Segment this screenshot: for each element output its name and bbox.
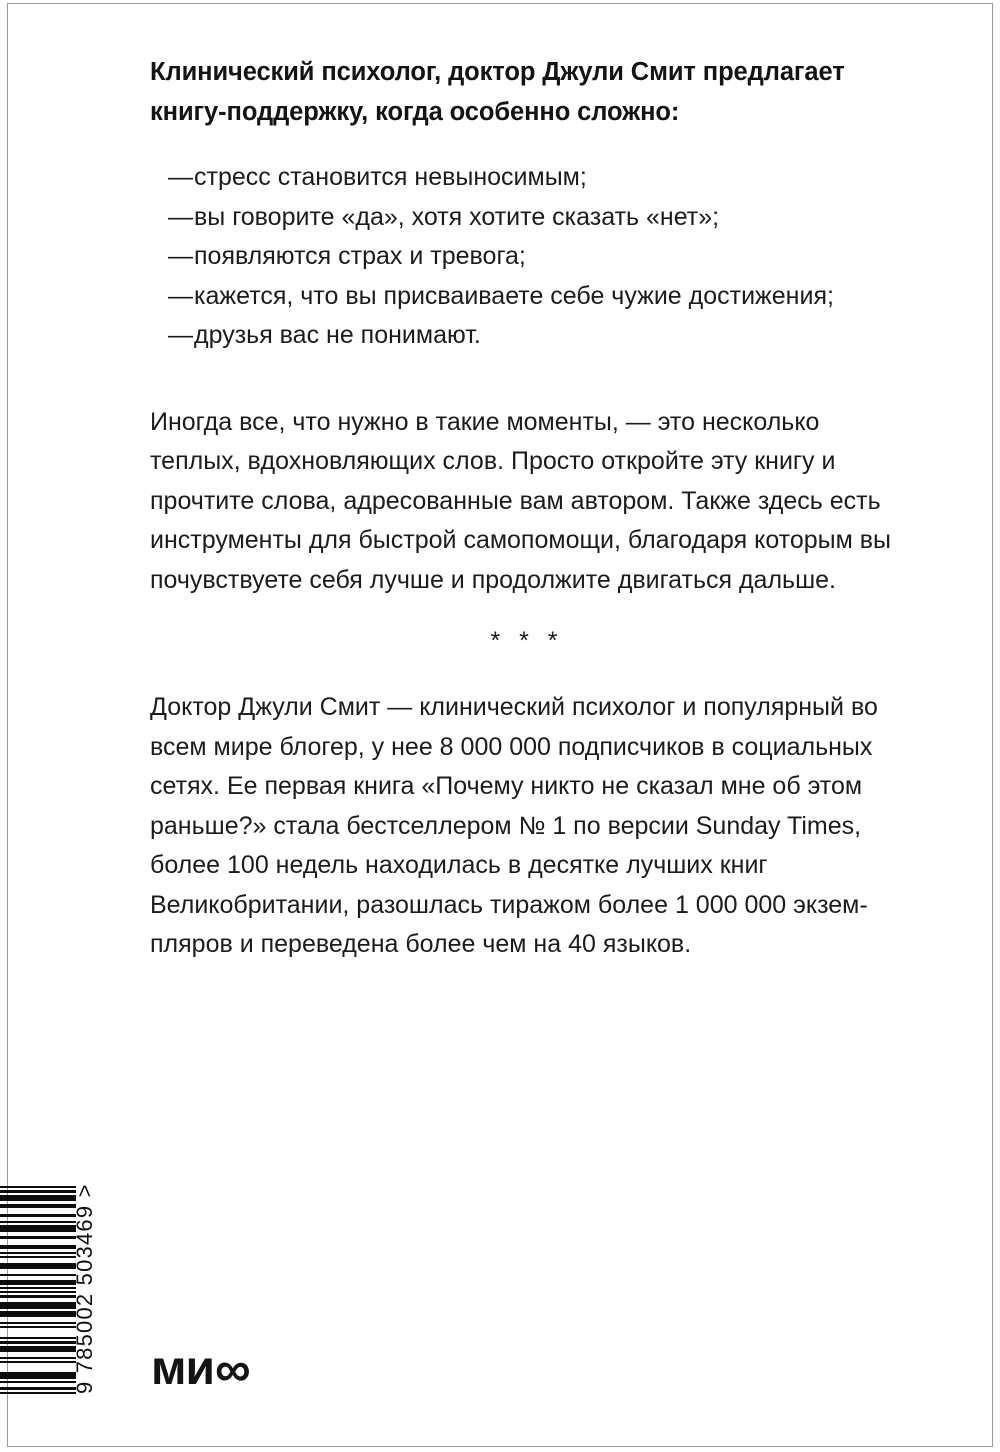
list-item-label: появляются страх и тревога; (194, 242, 526, 270)
dash-icon: — (168, 321, 193, 349)
dash-icon: — (168, 202, 193, 231)
author-bio-paragraph: Доктор Джули Смит — клинический психолог и популярный во всем мире блогер, у нее 8 000 000 подписчиков в социальных сетях. Ее первая книга «Почему никто не сказал мне об этом раньше?» стала бестселлером № 1 по версии Sunday Times, более 100 недель находилась в десятке лучших книг Великобритании, разошлась тиражом более 1 000 000 экземпляров и переведена более чем на 40 языков. (150, 693, 878, 958)
list-item-label: друзья вас не понимают. (194, 321, 481, 349)
barcode-digits: 9 785002 503469 > (72, 1183, 97, 1394)
barcode-bars (0, 1186, 76, 1394)
publisher-logo-text: ми (151, 1342, 215, 1395)
cover-text-content (150, 52, 908, 965)
dash-icon: — (168, 281, 193, 310)
list-item (150, 277, 908, 317)
bullet-list (150, 158, 908, 356)
intro-paragraph: Иногда все, что нужно в такие моменты, — это несколько теплых, вдохновляющих слов. Просто откройте эту книгу и прочтите слова, адресованные вам автором. Также здесь есть инструменты для быстрой самопомощи, благодаря которым вы почувствуете себя лучше и продолжите двигаться дальше. (150, 407, 892, 594)
list-item (150, 316, 908, 356)
asterisk-separator: * * * (490, 627, 564, 655)
dash-icon: — (168, 242, 193, 270)
list-item (150, 158, 908, 198)
list-item-label: кажется, что вы присваиваете себе чужие достижения; (194, 281, 834, 310)
list-item-label: стресс становится невыносимым; (194, 163, 587, 191)
barcode (0, 1183, 116, 1394)
infinity-icon: ∞ (215, 1341, 250, 1397)
dash-icon: — (168, 163, 193, 191)
list-item (150, 237, 908, 277)
list-item (150, 198, 908, 238)
headline: Клинический психолог, доктор Джули Смит предлагает книгу-поддержку, когда особенно сложно: (150, 58, 845, 126)
list-item-label: вы говорите «да», хотя хотите сказать «нет»; (194, 202, 720, 231)
publisher-logo (151, 1341, 250, 1397)
